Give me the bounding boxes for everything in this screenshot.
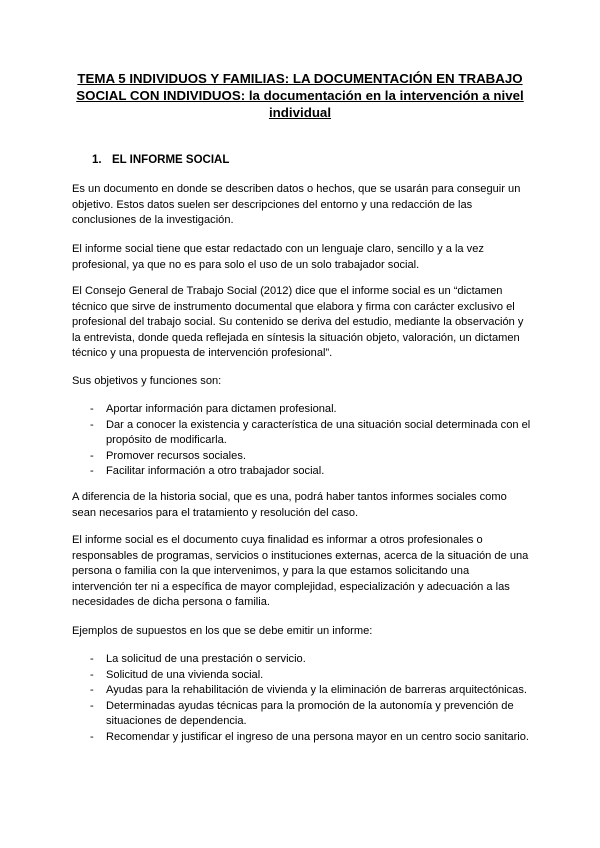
list-item-text: Determinadas ayudas técnicas para la promoción de la autonomía y prevención de situaciones de dependencia.: [106, 699, 514, 728]
list-item-text: Aportar información para dictamen profesional.: [106, 403, 337, 415]
paragraph-examples-intro: Ejemplos de supuestos en los que se debe emitir un informe:: [72, 625, 373, 637]
paragraph-council-quote: El Consejo General de Trabajo Social (2012) dice que el informe social es un “dictamen técnico que sirve de instrumento documental que elabora y firma con carácter exclusivo el profesional del trabajo social. Su contenido se deriva del estudio, mediante la observación y la entrevista, donde queda reflejada en síntesis la situación objeto, valoración, un dictamen técnico y una propuesta de intervención profesional”.: [72, 285, 524, 360]
paragraph-definition: Es un documento en donde se describen datos o hechos, que se usarán para conseguir un objetivo. Estos datos suelen ser descripciones del entorno y una redacción de las conclusiones de la investigación.: [72, 183, 521, 227]
section-heading-text: EL INFORME SOCIAL: [112, 154, 230, 166]
list-item-text: Recomendar y justificar el ingreso de una persona mayor en un centro socio sanitario.: [106, 730, 530, 743]
list-item: [72, 449, 532, 465]
document-title: TEMA 5 INDIVIDUOS Y FAMILIAS: LA DOCUMENTACIÓN EN TRABAJO SOCIAL CON INDIVIDUOS: la documentación en la intervención a nivel individual: [76, 71, 524, 120]
list-item: [72, 464, 532, 480]
list-item: [72, 668, 532, 684]
list-bullet: -: [90, 465, 94, 478]
paragraph-language: El informe social tiene que estar redactado con un lenguaje claro, sencillo y a la vez profesional, ya que no es para solo el uso de un solo trabajador social.: [72, 243, 484, 271]
paragraph-comparison: A diferencia de la historia social, que es una, podrá haber tantos informes sociales como sean necesarios para el tratamiento y resolución del caso.: [72, 491, 507, 519]
list-item-text: Ayudas para la rehabilitación de vivienda y la eliminación de barreras arquitectónicas.: [106, 684, 527, 697]
section-heading: [92, 153, 229, 167]
list-item-text: Promover recursos sociales.: [106, 449, 246, 462]
list-bullet: -: [90, 684, 94, 697]
list-item-text: Dar a conocer la existencia y característica de una situación social determinada con el propósito de modificarla.: [106, 418, 531, 447]
list-item: [72, 683, 532, 699]
objectives-list: [72, 402, 532, 480]
list-item: [72, 730, 532, 746]
list-item: [72, 402, 532, 418]
paragraph-purpose: El informe social es el documento cuya finalidad es informar a otros profesionales o responsables de programas, servicios o instituciones externas, acerca de la situación de una persona o familia con la que intervenimos, y para la que estamos solicitando una intervención ter ni a específica de mayor complejidad, especialización y adecuación a las necesidades de dicha persona o familia.: [72, 534, 529, 609]
list-item-text: La solicitud de una prestación o servicio.: [106, 653, 306, 665]
list-item-text: Facilitar información a otro trabajador social.: [106, 465, 325, 478]
list-bullet: -: [90, 418, 94, 431]
paragraph-objectives-intro: Sus objetivos y funciones son:: [72, 375, 222, 387]
list-bullet: -: [90, 653, 94, 665]
list-bullet: -: [90, 668, 94, 681]
list-item: [72, 699, 532, 730]
examples-list: [72, 652, 532, 746]
list-item: [72, 652, 532, 668]
list-item-text: Solicitud de una vivienda social.: [106, 668, 264, 681]
section-number: 1.: [92, 154, 102, 166]
list-item: [72, 418, 532, 449]
list-bullet: -: [90, 699, 94, 712]
list-bullet: -: [90, 730, 94, 743]
list-bullet: -: [90, 449, 94, 462]
list-bullet: -: [90, 403, 94, 415]
